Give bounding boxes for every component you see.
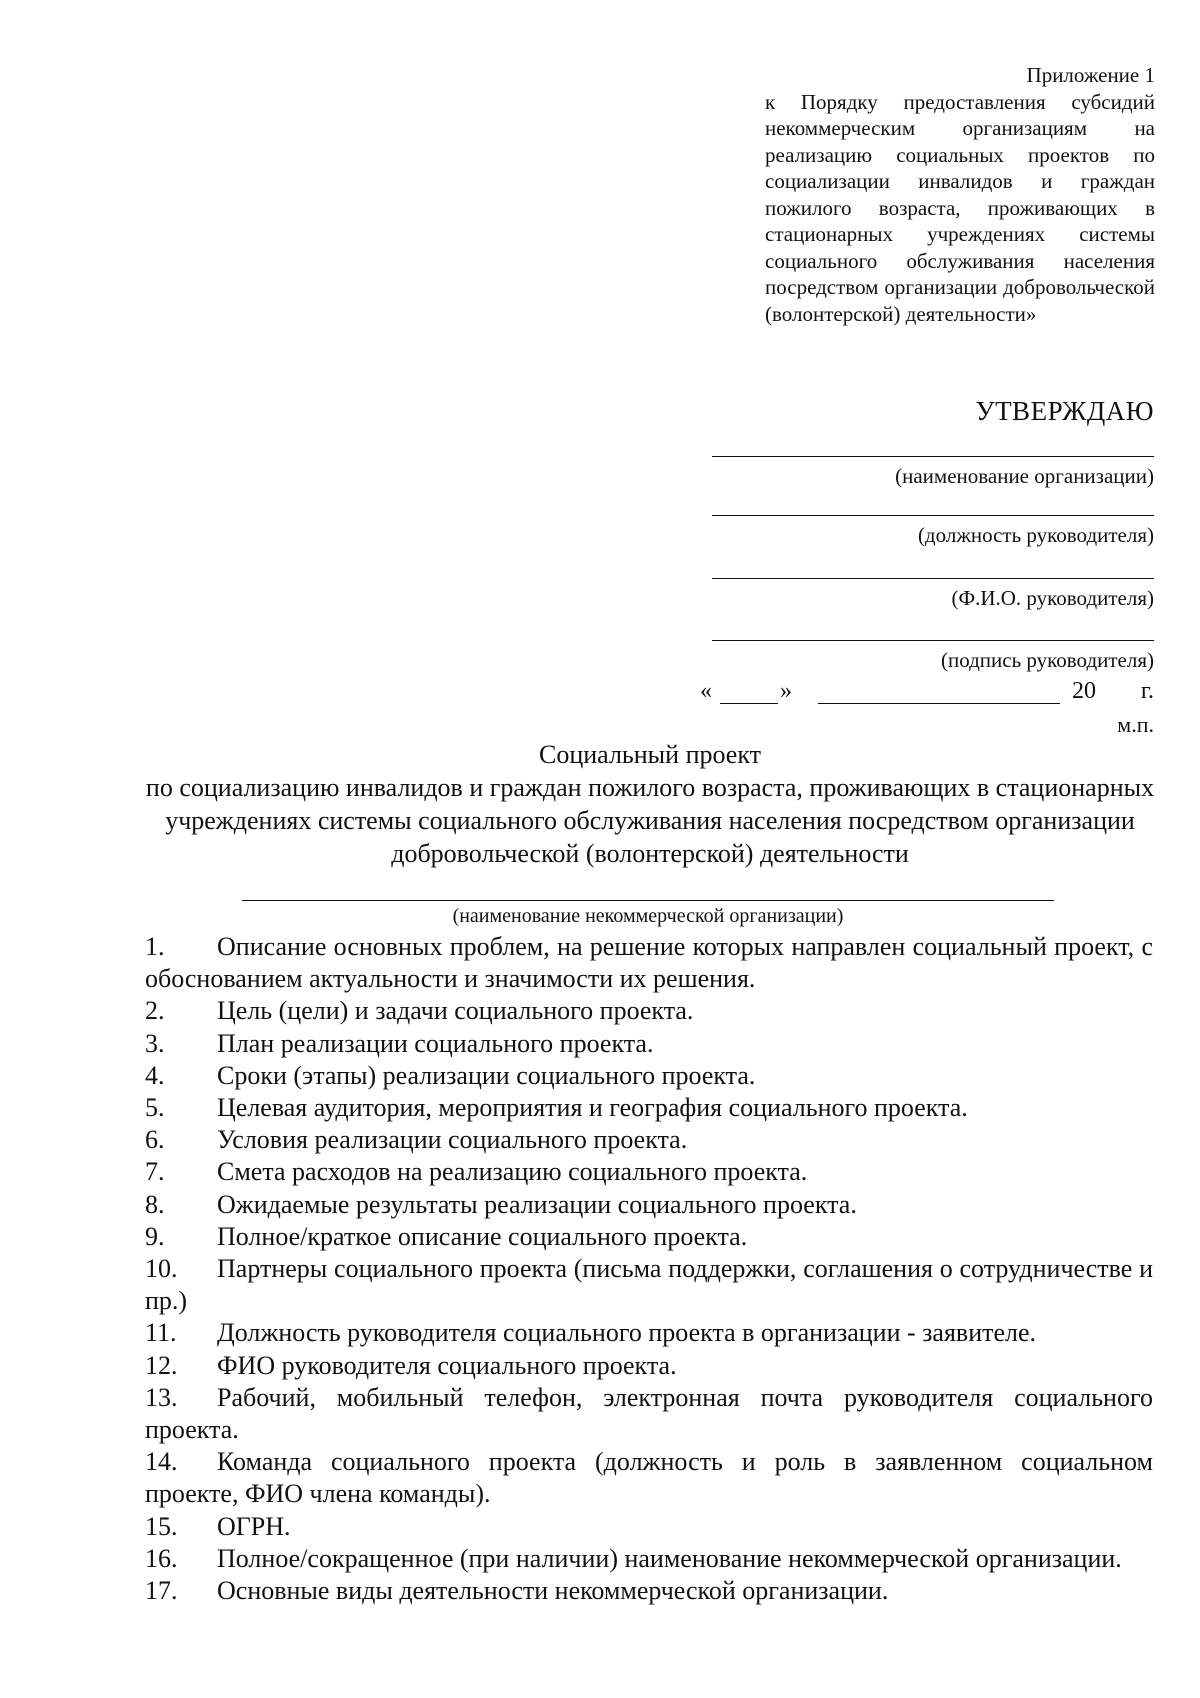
item-text: Должность руководителя социального проекта в организации - заявителе. bbox=[217, 1318, 1037, 1348]
list-item bbox=[145, 1060, 1153, 1092]
list-item bbox=[145, 1350, 1153, 1382]
head-signature-field bbox=[712, 640, 1154, 673]
field-caption: (наименование организации) bbox=[895, 464, 1154, 488]
project-subtitle: по социализацию инвалидов и граждан пожилого возраста, проживающих в стационарных учреждениях системы социального обслуживания населения посредством организации добровольческой (волонтерской) деятельности bbox=[145, 773, 1155, 868]
year-suffix: г. bbox=[1140, 678, 1154, 704]
day-blank bbox=[720, 703, 778, 704]
project-title-block bbox=[130, 738, 1170, 870]
project-title: Социальный проект bbox=[539, 740, 761, 769]
organization-name-field bbox=[712, 456, 1154, 489]
date-close-quote: » bbox=[780, 678, 792, 704]
list-item bbox=[145, 1511, 1153, 1543]
head-position-field bbox=[712, 515, 1154, 548]
item-number: 11. bbox=[145, 1318, 177, 1348]
list-item bbox=[145, 1317, 1153, 1349]
item-text: ОГРН. bbox=[217, 1511, 291, 1541]
list-item bbox=[145, 1092, 1153, 1124]
item-text: План реализации социального проекта. bbox=[217, 1028, 654, 1058]
list-item bbox=[145, 931, 1153, 995]
list-item bbox=[145, 1221, 1153, 1253]
item-text: ФИО руководителя социального проекта. bbox=[217, 1350, 677, 1380]
item-number: 13. bbox=[145, 1382, 178, 1412]
list-item bbox=[145, 1446, 1153, 1510]
item-number: 4. bbox=[145, 1060, 165, 1090]
item-text: Рабочий, мобильный телефон, электронная почта руководителя социального проекта. bbox=[145, 1382, 1153, 1445]
item-number: 12. bbox=[145, 1350, 178, 1380]
item-number: 17. bbox=[145, 1576, 178, 1606]
blank-line bbox=[242, 900, 1054, 901]
item-number: 6. bbox=[145, 1125, 165, 1155]
item-number: 7. bbox=[145, 1157, 165, 1187]
list-item bbox=[145, 1189, 1153, 1221]
item-text: Описание основных проблем, на решение которых направлен социальный проект, с обоснованием актуальности и значимости их решения. bbox=[145, 932, 1153, 994]
item-text: Условия реализации социального проекта. bbox=[217, 1125, 688, 1155]
item-text: Полное/краткое описание социального проекта. bbox=[217, 1221, 748, 1251]
approval-heading: УТВЕРЖДАЮ bbox=[975, 396, 1154, 426]
field-caption: (подпись руководителя) bbox=[940, 648, 1154, 672]
head-name-field bbox=[712, 578, 1154, 611]
item-text: Команда социального проекта (должность и роль в заявленном социальном проекте, ФИО члена команды). bbox=[145, 1447, 1153, 1509]
item-text: Основные виды деятельности некоммерческой организации. bbox=[217, 1576, 889, 1606]
item-number: 8. bbox=[145, 1189, 165, 1219]
item-number: 1. bbox=[145, 932, 165, 961]
list-item bbox=[145, 1156, 1153, 1188]
blank-line bbox=[712, 578, 1154, 579]
stamp-place: м.п. bbox=[1117, 712, 1154, 737]
item-text: Целевая аудитория, мероприятия и география социального проекта. bbox=[217, 1093, 968, 1123]
appendix-reference: к Порядку предоставления субсидий некоммерческим организациям на реализацию социальных проектов по социализации инвалидов и граждан пожилого возраста, проживающих в стационарных учреждениях системы социального обслуживания населения посредством организации добровольческой (волонтерской) деятельности» bbox=[765, 89, 1155, 326]
nko-name-caption: (наименование некоммерческой организации) bbox=[452, 905, 844, 927]
date-open-quote: « bbox=[700, 678, 712, 704]
blank-line bbox=[712, 640, 1154, 641]
appendix-block bbox=[765, 62, 1155, 327]
requirements-list bbox=[145, 931, 1153, 1607]
list-item bbox=[145, 1575, 1153, 1607]
item-number: 2. bbox=[145, 996, 165, 1026]
item-number: 15. bbox=[145, 1511, 178, 1541]
item-text: Смета расходов на реализацию социального проекта. bbox=[217, 1157, 808, 1187]
blank-line bbox=[712, 456, 1154, 457]
list-item bbox=[145, 1124, 1153, 1156]
month-blank bbox=[818, 703, 1060, 704]
list-item bbox=[145, 1028, 1153, 1060]
blank-line bbox=[712, 515, 1154, 516]
approval-date bbox=[700, 678, 1154, 708]
item-number: 9. bbox=[145, 1221, 165, 1251]
item-text: Сроки (этапы) реализации социального проекта. bbox=[217, 1060, 756, 1090]
list-item bbox=[145, 1543, 1153, 1575]
list-item bbox=[145, 995, 1153, 1027]
item-text: Ожидаемые результаты реализации социального проекта. bbox=[217, 1189, 857, 1219]
field-caption: (должность руководителя) bbox=[917, 523, 1154, 547]
item-number: 3. bbox=[145, 1028, 165, 1058]
item-text: Полное/сокращенное (при наличии) наименование некоммерческой организации. bbox=[217, 1543, 1122, 1573]
item-number: 5. bbox=[145, 1093, 165, 1123]
appendix-number: Приложение 1 bbox=[1026, 63, 1155, 87]
item-number: 14. bbox=[145, 1447, 178, 1477]
list-item bbox=[145, 1382, 1153, 1446]
field-caption: (Ф.И.О. руководителя) bbox=[951, 586, 1154, 610]
year-prefix: 20 bbox=[1072, 678, 1096, 704]
item-number: 16. bbox=[145, 1543, 178, 1573]
list-item bbox=[145, 1253, 1153, 1317]
item-number: 10. bbox=[145, 1254, 178, 1284]
item-text: Партнеры социального проекта (письма поддержки, соглашения о сотрудничестве и пр.) bbox=[145, 1254, 1153, 1316]
item-text: Цель (цели) и задачи социального проекта. bbox=[217, 996, 694, 1026]
